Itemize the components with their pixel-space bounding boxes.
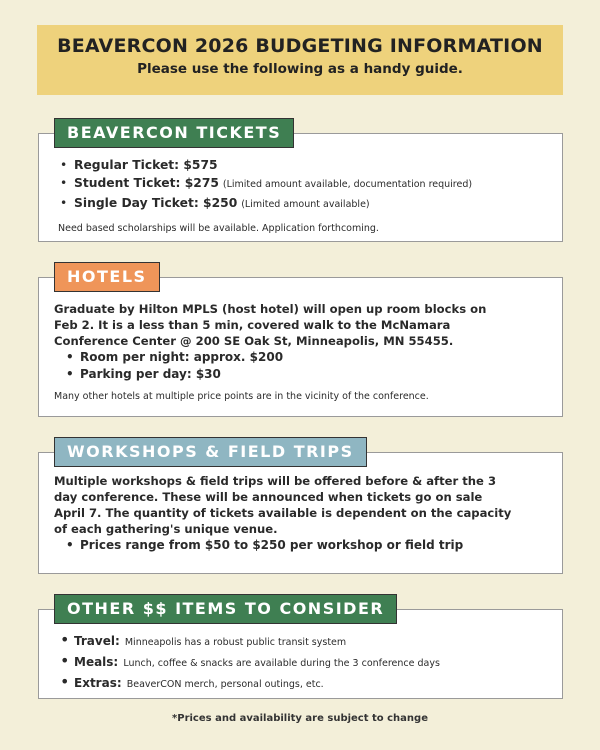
list-item: • Room per night: approx. $200 [64, 349, 562, 366]
list-item: • Travel: Minneapolis has a robust public transit system [58, 631, 562, 652]
other-items-heading: OTHER $$ ITEMS TO CONSIDER [54, 594, 397, 624]
tickets-heading: BEAVERCON TICKETS [54, 118, 294, 148]
hotels-footnote: Many other hotels at multiple price points are in the vicinity of the conference. [54, 391, 429, 402]
hotels-list [64, 349, 562, 383]
list-item: • Parking per day: $30 [64, 366, 562, 383]
footer-disclaimer: *Prices and availability are subject to change [172, 713, 428, 724]
hotels-heading: HOTELS [54, 262, 160, 292]
list-item: • Meals: Lunch, coffee & snacks are available during the 3 conference days [58, 652, 562, 673]
tickets-card [38, 133, 563, 242]
page-subtitle: Please use the following as a handy guide. [137, 61, 463, 77]
workshops-list [64, 537, 562, 554]
workshops-paragraph: Multiple workshops & field trips will be offered before & after the 3 day conference. These will be announced when tickets go on sale April 7. The quantity of tickets available is dependent on the capacity of each gathering's unique venue. [54, 474, 512, 536]
hotels-paragraph: Graduate by Hilton MPLS (host hotel) will open up room blocks on Feb 2. It is a less than 5 min, covered walk to the McNamara Conference Center @ 200 SE Oak St, Minneapolis, MN 55455. [54, 302, 487, 348]
hotels-card [38, 277, 563, 417]
list-item: • Prices range from $50 to $250 per workshop or field trip [64, 537, 562, 554]
tickets-list [58, 156, 562, 214]
list-item: • Extras: BeaverCON merch, personal outings, etc. [58, 673, 562, 694]
workshops-card [38, 452, 563, 574]
list-item: • Student Ticket: $275 (Limited amount available, documentation required) [58, 174, 562, 194]
workshops-heading: WORKSHOPS & FIELD TRIPS [54, 437, 367, 467]
tickets-footnote: Need based scholarships will be available. Application forthcoming. [58, 223, 379, 234]
list-item: • Regular Ticket: $575 [58, 156, 562, 174]
other-items-list [58, 631, 562, 694]
header-banner [37, 25, 563, 95]
page-title: BEAVERCON 2026 BUDGETING INFORMATION [57, 35, 543, 57]
list-item: • Single Day Ticket: $250 (Limited amount available) [58, 194, 562, 214]
